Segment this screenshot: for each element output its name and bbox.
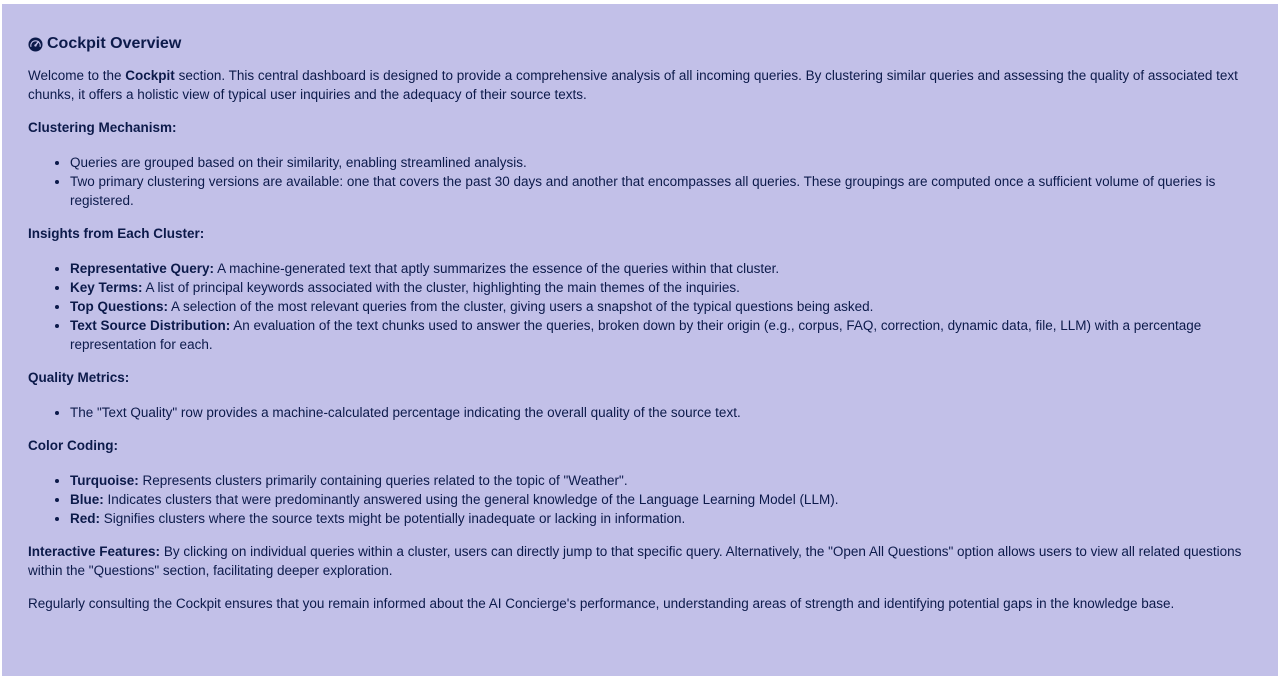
insights-heading: Insights from Each Cluster: — [28, 226, 205, 241]
interactive-features-text: By clicking on individual queries within a cluster, users can directly jump to that specific query. Alternatively, the "Open All Questions" option allows users to view all related questions within the "Questions" section, facilitating deeper exploration. — [28, 544, 1242, 578]
cockpit-overview-panel — [2, 4, 1278, 676]
page-title — [28, 34, 1252, 54]
list-item-text: A list of principal keywords associated with the cluster, highlighting the main themes of the inquiries. — [142, 280, 740, 295]
list-item — [70, 259, 1252, 278]
quality-list — [28, 403, 1252, 422]
list-item-text: A selection of the most relevant queries from the cluster, giving users a snapshot of the typical questions being asked. — [168, 299, 874, 314]
list-item — [70, 297, 1252, 316]
gauge-icon — [28, 37, 43, 52]
list-item-term: Top Questions: — [70, 299, 168, 314]
intro-prefix: Welcome to the — [28, 68, 126, 83]
list-item — [70, 316, 1252, 354]
list-item-term: Text Source Distribution: — [70, 318, 231, 333]
color-coding-list — [28, 471, 1252, 528]
list-item-term: Representative Query: — [70, 261, 215, 276]
list-item-term: Blue: — [70, 492, 104, 507]
list-item-text: A machine-generated text that aptly summarizes the essence of the queries within that cluster. — [214, 261, 780, 276]
interactive-features-label: Interactive Features: — [28, 544, 161, 559]
intro-bold: Cockpit — [125, 68, 175, 83]
list-item — [70, 490, 1252, 509]
clustering-heading: Clustering Mechanism: — [28, 120, 177, 135]
page-title-text: Cockpit Overview — [47, 35, 182, 52]
list-item-term: Red: — [70, 511, 100, 526]
list-item-text: Represents clusters primarily containing queries related to the topic of "Weather". — [138, 473, 628, 488]
list-item: • Two primary clustering versions are available: one that covers the past 30 days and another that encompasses all queries. These groupings are computed once a sufficient volume of queries is registered. — [70, 172, 1252, 210]
closing-paragraph: Regularly consulting the Cockpit ensures that you remain informed about the AI Concierge's performance, understanding areas of strength and identifying potential gaps in the knowledge base. — [28, 596, 1175, 611]
interactive-features-paragraph — [28, 542, 1252, 580]
intro-paragraph — [28, 66, 1252, 104]
list-item-term: Key Terms: — [70, 280, 143, 295]
quality-heading: Quality Metrics: — [28, 370, 130, 385]
list-item-text: Indicates clusters that were predominantly answered using the general knowledge of the Language Learning Model (LLM). — [103, 492, 839, 507]
list-item: • Queries are grouped based on their similarity, enabling streamlined analysis. — [70, 153, 1252, 172]
insights-list — [28, 259, 1252, 354]
list-item — [70, 509, 1252, 528]
list-item-term: Turquoise: — [70, 473, 139, 488]
list-item-text: Signifies clusters where the source texts might be potentially inadequate or lacking in information. — [100, 511, 686, 526]
list-item — [70, 278, 1252, 297]
list-item: • The "Text Quality" row provides a machine-calculated percentage indicating the overall quality of the source text. — [70, 403, 1252, 422]
intro-rest: section. This central dashboard is designed to provide a comprehensive analysis of all incoming queries. By clustering similar queries and assessing the quality of associated text chunks, it offers a holistic view of typical user inquiries and the adequacy of their source texts. — [28, 68, 1238, 102]
clustering-list — [28, 153, 1252, 210]
list-item — [70, 471, 1252, 490]
color-coding-heading: Color Coding: — [28, 438, 118, 453]
list-item-text: An evaluation of the text chunks used to answer the queries, broken down by their origin (e.g., corpus, FAQ, correction, dynamic data, file, LLM) with a percentage representation for each. — [70, 318, 1202, 352]
